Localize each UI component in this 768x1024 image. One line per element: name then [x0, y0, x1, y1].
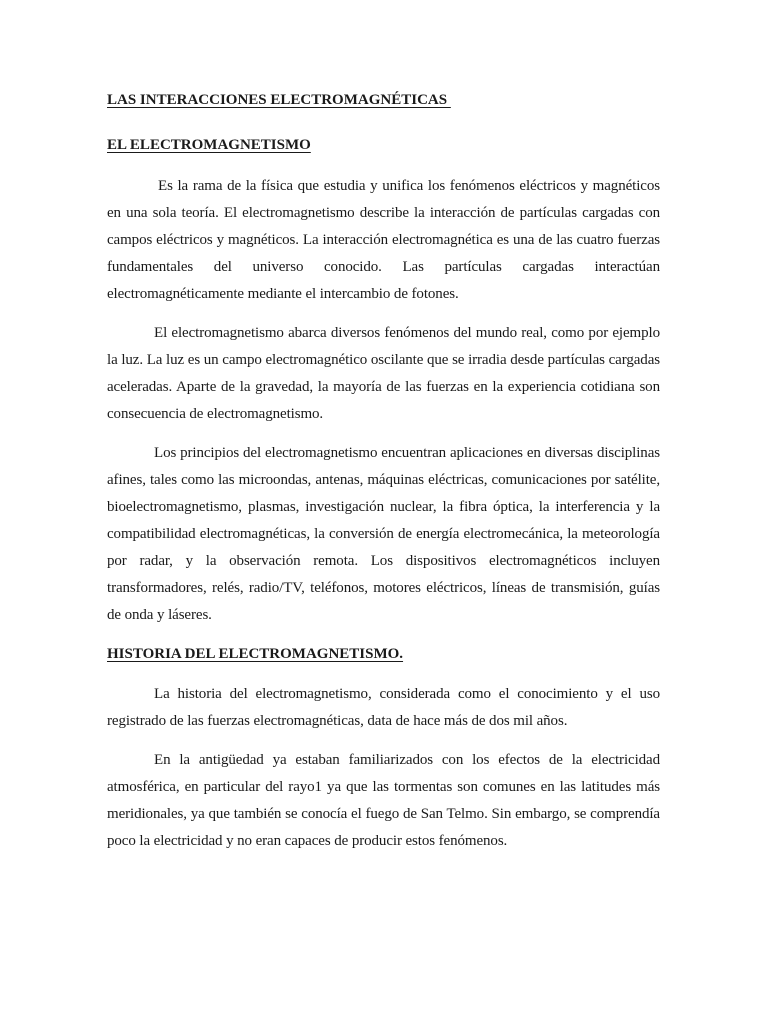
paragraph: Los principios del electromagnetismo encuentran aplicaciones en diversas disciplinas afines, tales como las microondas, antenas, máquinas eléctricas, comunicaciones por satélite, bioelectromagnetismo, plasmas, investigación nuclear, la fibra óptica, la interferencia y la compatibilidad electromagnéticas, la conversión de energía electromecánica, la meteorología por radar, y la observación remota. Los dispositivos electromagnéticos incluyen transformadores, relés, radio/TV, teléfonos, motores eléctricos, líneas de transmisión, guías de onda y láseres. [107, 445, 660, 623]
paragraph: El electromagnetismo abarca diversos fenómenos del mundo real, como por ejemplo la luz. La luz es un campo electromagnético oscilante que se irradia desde partículas cargadas aceleradas. Aparte de la gravedad, la mayoría de las fuerzas en la experiencia cotidiana son consecuencia de electromagnetismo. [107, 325, 660, 422]
section-heading-electromagnetismo: EL ELECTROMAGNETISMO [107, 137, 311, 153]
paragraph: La historia del electromagnetismo, considerada como el conocimiento y el uso registrado de las fuerzas electromagnéticas, data de hace más de dos mil años. [107, 686, 660, 729]
document-title: LAS INTERACCIONES ELECTROMAGNÉTICAS [107, 92, 451, 108]
document-body [107, 87, 660, 867]
paragraph: En la antigüedad ya estaban familiarizados con los efectos de la electricidad atmosférica, en particular del rayo1 ya que las tormentas son comunes en las latitudes más meridionales, ya que también se conocía el fuego de San Telmo. Sin embargo, se comprendía poco la electricidad y no eran capaces de producir estos fenómenos. [107, 752, 660, 849]
paragraph: Es la rama de la física que estudia y unifica los fenómenos eléctricos y magnéticos en una sola teoría. El electromagnetismo describe la interacción de partículas cargadas con campos eléctricos y magnéticos. La interacción electromagnética es una de las cuatro fuerzas fundamentales del universo conocido. Las partículas cargadas interactúan electromagnéticamente mediante el intercambio de fotones. [107, 178, 660, 302]
section-heading-historia: HISTORIA DEL ELECTROMAGNETISMO. [107, 646, 404, 662]
